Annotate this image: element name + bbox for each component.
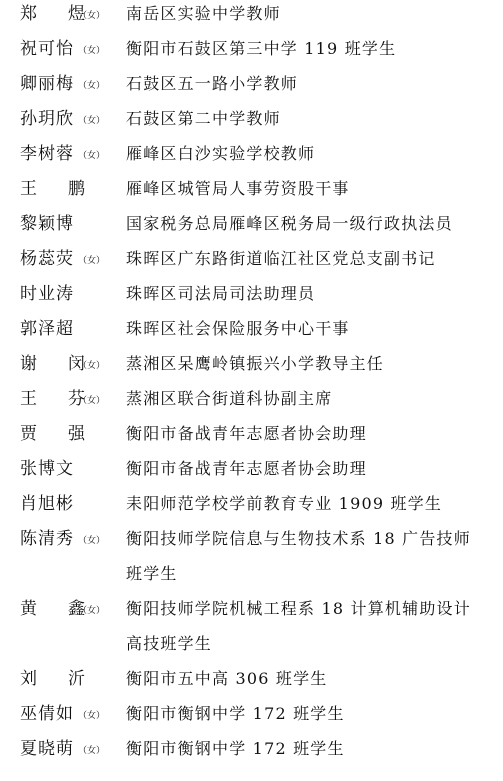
person-description: 石鼓区五一路小学教师 [126, 74, 299, 93]
list-item [0, 35, 503, 70]
person-name: 孙玥欣 [20, 109, 74, 129]
list-item [0, 700, 503, 735]
person-description: 衡阳市衡钢中学 172 班学生 [126, 739, 345, 758]
person-name: 郑 煜 [20, 4, 85, 24]
list-item [0, 70, 503, 105]
person-description: 衡阳技师学院机械工程系 18 计算机辅助设计高技班学生 [126, 599, 471, 653]
list-item [0, 175, 503, 210]
gender-marker: （女） [78, 606, 106, 616]
list-item [0, 455, 503, 490]
person-description: 蒸湘区联合街道科协副主席 [126, 389, 333, 408]
person-name: 王 芬 [20, 389, 85, 409]
list-item [0, 0, 503, 35]
list-item [0, 140, 503, 175]
list-item [0, 525, 503, 595]
person-name: 卿丽梅 [20, 74, 74, 94]
person-name: 时业涛 [20, 284, 74, 304]
person-name: 谢 闵 [20, 354, 85, 374]
person-name: 贾 强 [20, 424, 85, 444]
gender-marker: （女） [78, 361, 106, 371]
list-item [0, 315, 503, 350]
gender-marker: （女） [78, 746, 106, 756]
person-name: 祝可怡 [20, 39, 74, 59]
person-name: 张博文 [20, 459, 74, 479]
person-description: 国家税务总局雁峰区税务局一级行政执法员 [126, 214, 453, 233]
person-name: 刘 沂 [20, 669, 85, 689]
person-description: 衡阳市备战青年志愿者协会助理 [126, 459, 367, 478]
gender-marker: （女） [78, 711, 106, 721]
gender-marker: （女） [78, 46, 106, 56]
list-item [0, 490, 503, 525]
gender-marker: （女） [78, 151, 106, 161]
person-description: 珠晖区社会保险服务中心干事 [126, 319, 350, 338]
list-item [0, 385, 503, 420]
person-description: 雁峰区白沙实验学校教师 [126, 144, 316, 163]
person-description: 衡阳市石鼓区第三中学 119 班学生 [126, 39, 397, 58]
list-item [0, 245, 503, 280]
person-name: 夏晓萌 [20, 739, 74, 759]
gender-marker: （女） [78, 116, 106, 126]
gender-marker: （女） [78, 536, 106, 546]
person-name: 陈清秀 [20, 529, 74, 549]
person-name: 巫倩如 [20, 704, 74, 724]
person-description: 衡阳技师学院信息与生物技术系 18 广告技师班学生 [126, 529, 471, 583]
list-item [0, 595, 503, 665]
list-item [0, 735, 503, 770]
gender-marker: （女） [78, 396, 106, 406]
person-name: 李树蓉 [20, 144, 74, 164]
person-name: 黄 鑫 [20, 599, 85, 619]
person-name: 王 鹏 [20, 179, 85, 199]
person-name: 杨蕊荧 [20, 249, 74, 269]
gender-marker: （女） [78, 81, 106, 91]
person-name: 郭泽超 [20, 319, 74, 339]
list-item [0, 350, 503, 385]
person-description: 珠晖区司法局司法助理员 [126, 284, 316, 303]
person-description: 珠晖区广东路街道临江社区党总支副书记 [126, 249, 436, 268]
person-description: 衡阳市备战青年志愿者协会助理 [126, 424, 367, 443]
gender-marker: （女） [78, 11, 106, 21]
person-description: 雁峰区城管局人事劳资股干事 [126, 179, 350, 198]
person-name: 肖旭彬 [20, 494, 74, 514]
gender-marker: （女） [78, 256, 106, 266]
list-item [0, 105, 503, 140]
list-item [0, 420, 503, 455]
list-item [0, 280, 503, 315]
person-description: 南岳区实验中学教师 [126, 4, 281, 23]
person-description: 蒸湘区呆鹰岭镇振兴小学教导主任 [126, 354, 385, 373]
person-description: 耒阳师范学校学前教育专业 1909 班学生 [126, 494, 443, 513]
list-item [0, 210, 503, 245]
person-name: 黎颖博 [20, 214, 74, 234]
person-description: 石鼓区第二中学教师 [126, 109, 281, 128]
person-description: 衡阳市衡钢中学 172 班学生 [126, 704, 345, 723]
list-item [0, 665, 503, 700]
person-description: 衡阳市五中高 306 班学生 [126, 669, 328, 688]
